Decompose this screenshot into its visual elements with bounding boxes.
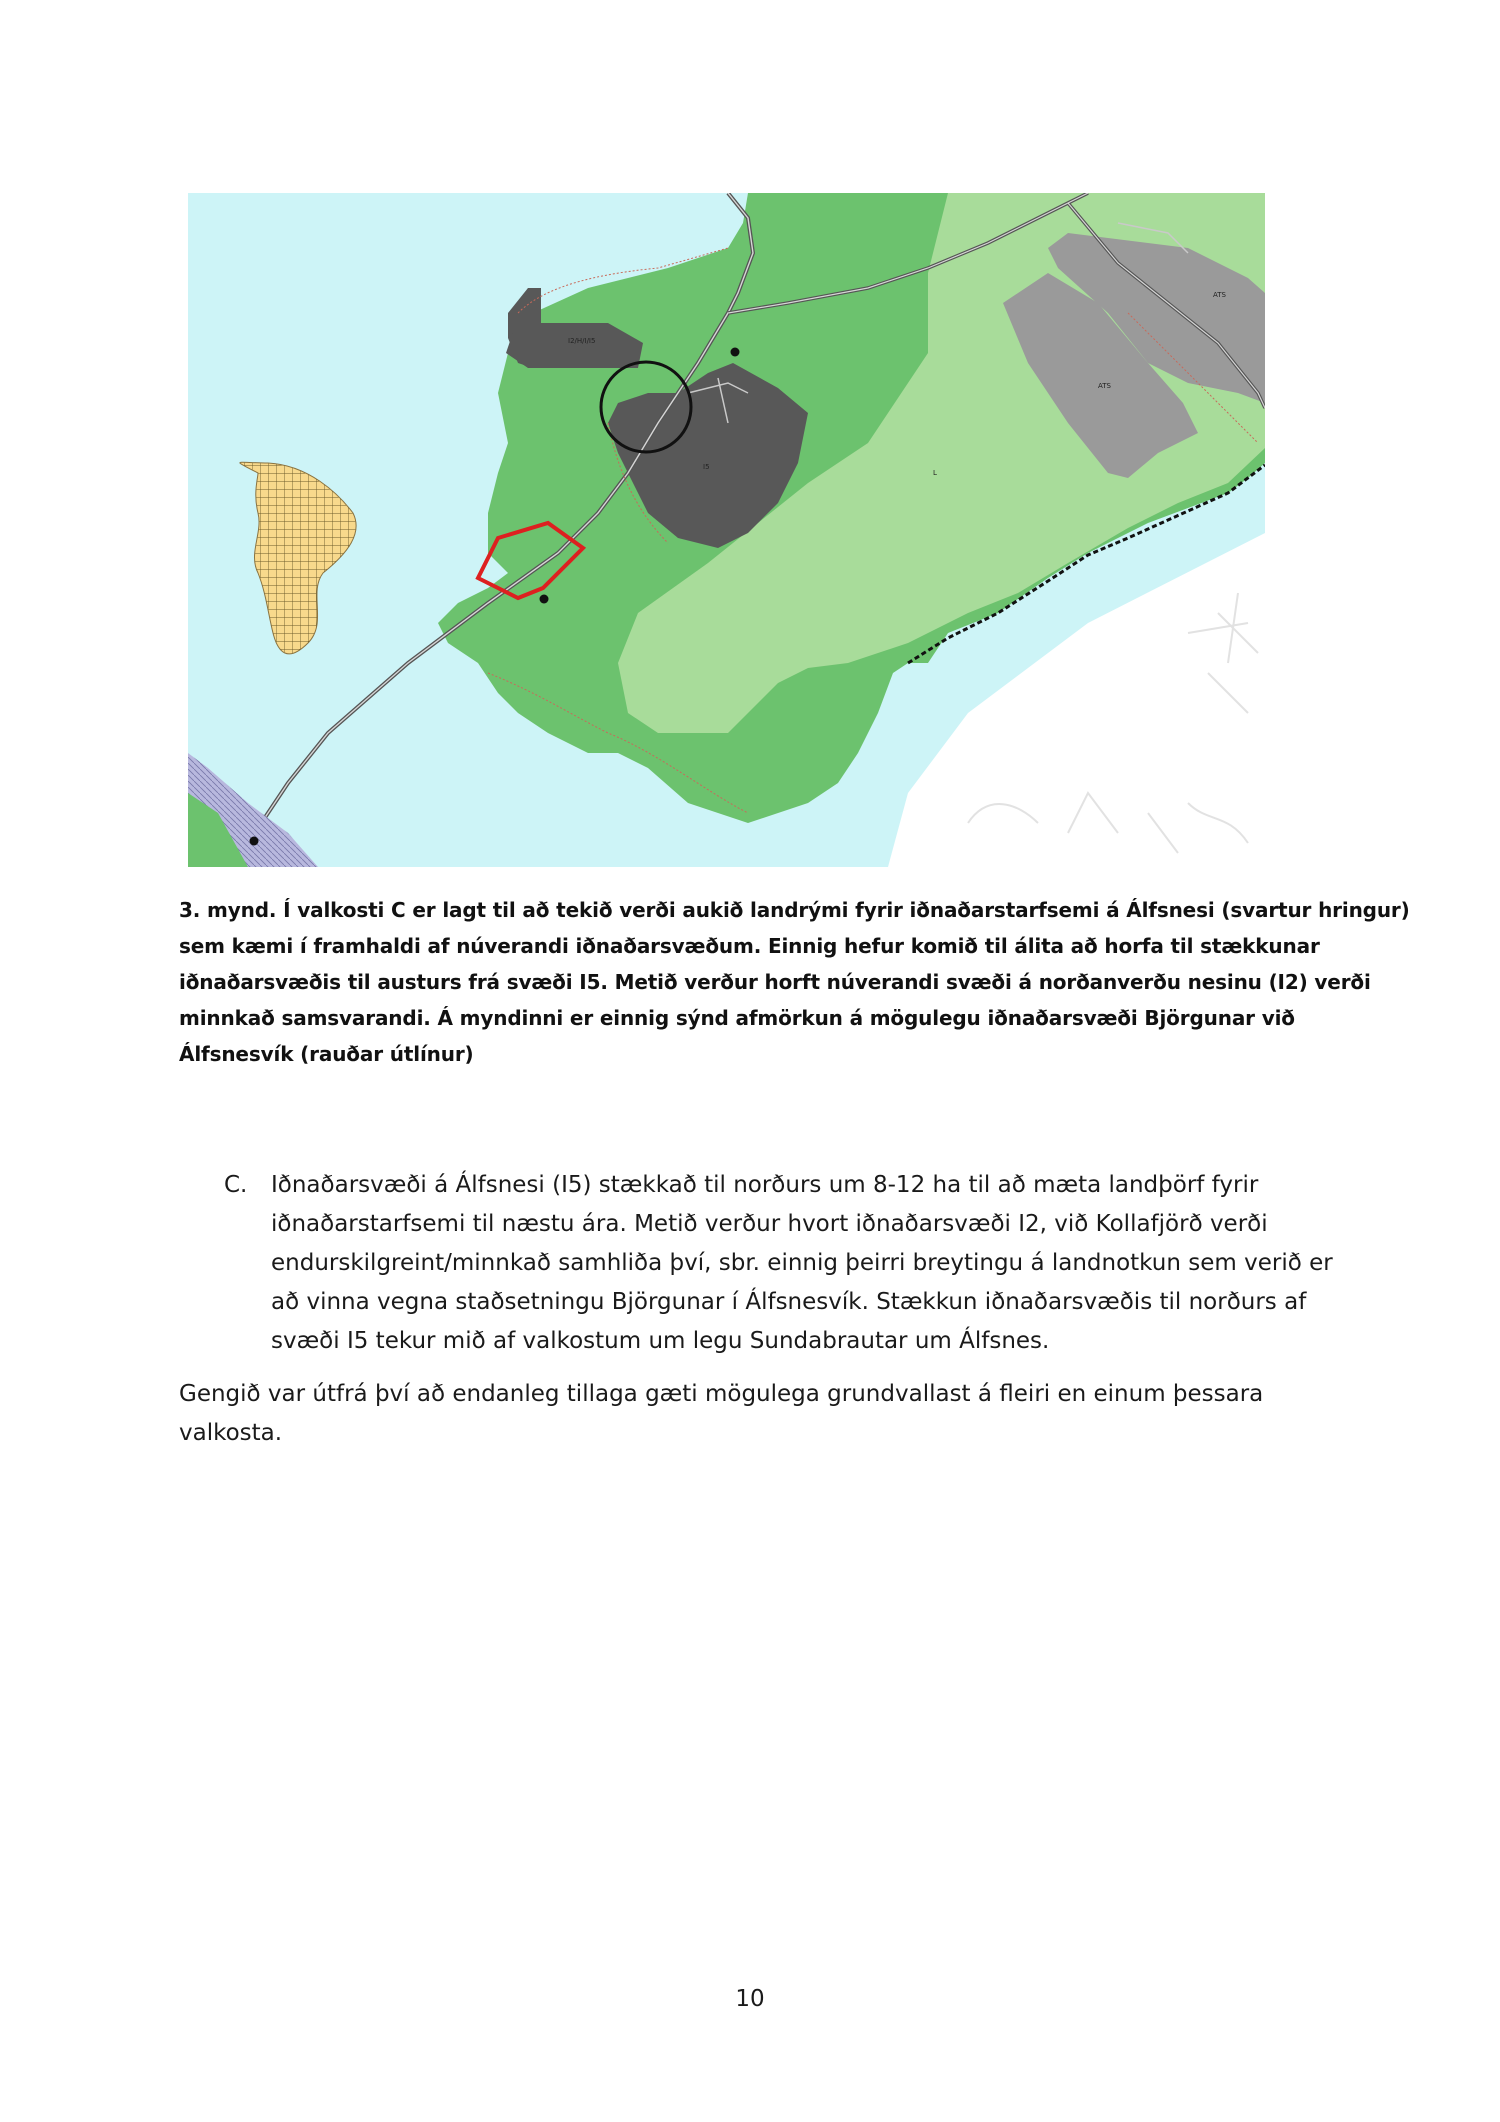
paragraph-line: Gengið var útfrá því að endanleg tillaga gæti mögulega grundvallast á fleiri en einum þessara [179,1381,1264,1407]
label-ats-mid: ATS [1098,382,1111,390]
caption-line: 3. mynd. Í valkosti C er lagt til að tekið verði aukið landrými fyrir iðnaðarstarfsemi á Álfsnesi (svartur hringur) [179,898,1410,922]
label-i5: I5 [703,463,710,471]
list-item-line: að vinna vegna staðsetningu Björgunar í Álfsnesvík. Stækkun iðnaðarsvæðis til norðurs af [271,1289,1307,1315]
label-ats-top: ATS [1213,291,1226,299]
caption-line: sem kæmi í framhaldi af núverandi iðnaðarsvæðum. Einnig hefur komið til álita að horfa til stækkunar [179,934,1320,958]
list-item-line: Iðnaðarsvæði á Álfsnesi (I5) stækkað til norðurs um 8-12 ha til að mæta landþörf fyrir [271,1172,1259,1198]
list-item-line: endurskilgreint/minnkað samhliða því, sbr. einnig þeirri breytingu á landnotkun sem verið er [271,1250,1333,1276]
junction-dot-south [250,837,259,846]
label-i2: I2/H/I/I5 [568,337,596,345]
body-paragraph [179,1375,1339,1453]
list-item-text [271,1166,1333,1361]
list-item-line: svæði I5 tekur mið af valkostum um legu Sundabrautar um Álfsnes. [271,1328,1050,1354]
list-marker: C. [224,1172,248,1198]
page-number: 10 [735,1986,765,2012]
junction-dot-mid [540,595,549,604]
caption-line: iðnaðarsvæðis til austurs frá svæði I5. Metið verður horft núverandi svæði á norðanverðu nesinu (I2) verði [179,970,1371,994]
junction-dot-north [731,348,740,357]
map-figure [188,193,1265,867]
list-item-line: iðnaðarstarfsemi til næstu ára. Metið verður hvort iðnaðarsvæði I2, við Kollafjörð verði [271,1211,1268,1237]
label-l: L [933,469,937,477]
paragraph-line: valkosta. [179,1420,283,1446]
caption-line: Álfsnesvík (rauðar útlínur) [179,1042,474,1066]
caption-line: minnkað samsvarandi. Á myndinni er einnig sýnd afmörkun á mögulegu iðnaðarsvæði Björgunar við [179,1006,1295,1030]
figure-caption [179,892,1410,1072]
